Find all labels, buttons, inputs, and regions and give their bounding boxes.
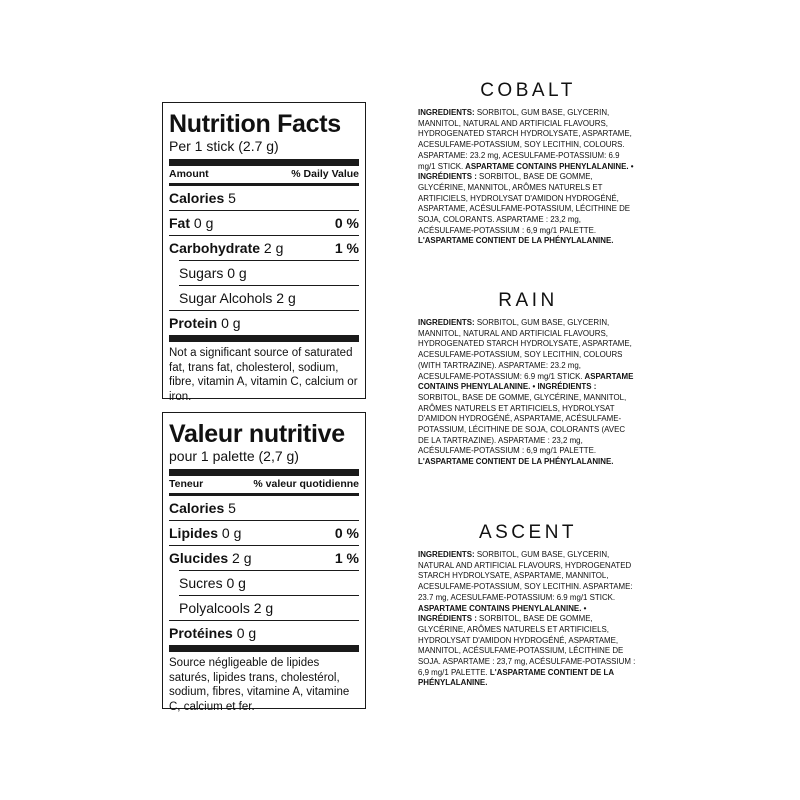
nutrition-facts-panel-en xyxy=(162,102,366,403)
nutrient-label: Sucres 0 g xyxy=(179,575,246,591)
phenylalanine-warning-fr: L'ASPARTAME CONTIENT DE LA PHÉNYLALANINE. xyxy=(418,666,614,688)
nutrient-row-calories xyxy=(169,186,359,210)
nutrient-label: Calories xyxy=(169,500,225,516)
ingredients-label: INGREDIENTS: xyxy=(418,549,475,559)
nutrient-row-protein xyxy=(169,310,359,335)
nutrient-value: 0 g xyxy=(221,315,241,331)
nutrient-label: Fat xyxy=(169,215,190,231)
phenylalanine-warning-en: ASPARTAME CONTAINS PHENYLALANINE. • INGRÉDIENTS : xyxy=(418,370,634,392)
flavor-name: RAIN xyxy=(498,290,558,311)
nutrient-row-fat xyxy=(169,210,359,235)
nutrient-value: 2 g xyxy=(263,240,284,256)
flavor-name: ASCENT xyxy=(478,522,578,543)
divider xyxy=(169,335,359,342)
nutrient-row-sugars xyxy=(179,260,359,285)
ingredients-label: INGREDIENTS: xyxy=(418,107,475,117)
nutrient-row-carbohydrate xyxy=(169,235,359,260)
nutrient-label: Polyalcools 2 g xyxy=(179,600,274,616)
nutrition-footnote: Not a significant source of saturated fat, trans fat, cholesterol, sodium, fibre, vitamin A, vitamin C, calcium or iron. xyxy=(169,347,358,403)
nutrient-label: Glucides xyxy=(169,550,229,566)
ingredients-list-fr: SORBITOL, BASE DE GOMME, GLYCÉRINE, ARÔMES NATURELS ET ARTIFICIELS, HYDROLYSAT D'AMIDON HYDROGÉNÉ, ASPARTAME, MANNITOL, ACÉSULFAME-POTASSIUM, LÉCITHINE DE SOJA. ASPARTAME : 23,7 mg, ACÉSULFAME-POTASSIUM : 6,9 mg/1 PALETTE. xyxy=(418,613,636,677)
daily-value-header: % valeur quotidienne xyxy=(253,478,359,490)
nutrient-percent: 0 % xyxy=(334,525,359,541)
serving-size: Per 1 stick (2.7 g) xyxy=(169,138,279,154)
ingredients-list-fr: SORBITOL, BASE DE GOMME, GLYCÉRINE, MANNITOL, ARÔMES NATURELS ET ARTIFICIELS, HYDROLYSAT D'AMIDON HYDROGÉNÉ, ASPARTAME, ACÉSULFAME-POTASSIUM, LÉCITHINE DE SOJA, COLORANTS (AVEC DE LA TARTRAZINE). ASPARTAME : 23,2 mg, ACÉSULFAME-POTASSIUM : 6,9 mg/1 PALETTE. xyxy=(418,391,627,456)
nutrient-row-protein xyxy=(169,620,359,645)
nutrient-row-sugar-alcohols xyxy=(179,595,359,620)
nutrient-label: Sugar Alcohols 2 g xyxy=(179,290,296,306)
amount-header: Teneur xyxy=(169,478,204,490)
flavor-name: COBALT xyxy=(480,80,576,101)
flavor-block-ascent xyxy=(418,522,638,688)
phenylalanine-warning-fr: L'ASPARTAME CONTIENT DE LA PHÉNYLALANINE. xyxy=(418,235,614,246)
nutrient-value: 5 xyxy=(228,190,236,206)
nutrition-title: Valeur nutritive xyxy=(169,420,345,448)
nutrient-value: 2 g xyxy=(232,550,252,566)
ingredients-text xyxy=(418,107,637,246)
nutrient-label: Protein xyxy=(169,315,218,331)
nutrient-row-sugars xyxy=(179,570,359,595)
divider xyxy=(169,469,359,476)
nutrient-label: Calories xyxy=(169,190,225,206)
nutrition-title: Nutrition Facts xyxy=(169,110,341,138)
ingredients-list: SORBITOL, GUM BASE, GLYCERIN, MANNITOL, NATURAL AND ARTIFICIAL FLAVOURS, HYDROGENATED STARCH HYDROLYSATE, ASPARTAME, ACESULFAME-POTASSIUM, SOY LECITHIN, COLOURS. ASPARTAME: 23.2 mg, ACESULFAME-POTASSIUM: 6.9 mg/1 STICK. xyxy=(418,107,632,171)
nutrient-row-sugar-alcohols xyxy=(179,285,359,310)
flavor-block-cobalt xyxy=(418,80,638,246)
ingredients-text xyxy=(418,317,637,467)
ingredients-list-fr: SORBITOL, BASE DE GOMME, GLYCÉRINE, MANNITOL, ARÔMES NATURELS ET ARTIFICIELS, HYDROLYSAT D'AMIDON HYDROGÉNÉ, ASPARTAME, ACÉSULFAME-POTASSIUM, LÉCITHINE DE SOJA, COLORANTS. ASPARTAME : 23,2 mg, ACÉSULFAME-POTASSIUM : 6,9 mg/1 PALETTE. xyxy=(418,171,631,235)
phenylalanine-warning-fr: L'ASPARTAME CONTIENT DE LA PHÉNYLALANINE. xyxy=(418,456,614,467)
nutrient-value: 0 g xyxy=(221,525,242,541)
nutrient-row-fat xyxy=(169,520,359,545)
nutrient-value: 5 xyxy=(228,500,236,516)
column-header xyxy=(169,166,359,183)
phenylalanine-warning-en: ASPARTAME CONTAINS PHENYLALANINE. • INGRÉDIENTS : xyxy=(418,602,587,624)
nutrient-label: Sugars 0 g xyxy=(179,265,247,281)
nutrient-percent: 0 % xyxy=(334,215,359,231)
nutrient-row-calories xyxy=(169,496,359,520)
daily-value-header: % Daily Value xyxy=(291,168,359,180)
nutrient-label: Lipides xyxy=(169,525,219,541)
ingredients-list: SORBITOL, GUM BASE, GLYCERIN, NATURAL AND ARTIFICIAL FLAVOURS, HYDROGENATED STARCH HYDROLYSATE, ASPARTAME, MANNITOL, ACESULFAME-POTASSIUM, SOY LECITHIN. ASPARTAME: 23.7 mg, ACESULFAME-POTASSIUM: 6.9 mg/1 STICK. xyxy=(418,549,633,602)
divider xyxy=(169,645,359,652)
serving-size: pour 1 palette (2,7 g) xyxy=(169,448,299,464)
ingredients-label: INGREDIENTS: xyxy=(418,317,475,327)
nutrient-row-carbohydrate xyxy=(169,545,359,570)
amount-header: Amount xyxy=(169,168,209,180)
ingredients-text xyxy=(418,549,637,688)
flavor-block-rain xyxy=(418,290,638,467)
phenylalanine-warning-en: ASPARTAME CONTAINS PHENYLALANINE. • INGRÉDIENTS : xyxy=(418,160,634,182)
nutrient-label: Protéines xyxy=(169,625,233,641)
nutrient-percent: 1 % xyxy=(334,240,359,256)
nutrient-value: 0 g xyxy=(193,215,214,231)
divider xyxy=(169,159,359,166)
nutrition-facts-panel-fr xyxy=(162,412,366,713)
nutrient-value: 0 g xyxy=(236,625,257,641)
nutrient-percent: 1 % xyxy=(334,550,359,566)
ingredients-list: SORBITOL, GUM BASE, GLYCERIN, MANNITOL, NATURAL AND ARTIFICIAL FLAVOURS, HYDROGENATED STARCH HYDROLYSATE, ASPARTAME, ACESULFAME-POTASSIUM, SOY LECITHIN, COLOURS (WITH TARTRAZINE). ASPARTAME: 23.2 mg, ACESULFAME-POTASSIUM: 6.9 mg/1 STICK. xyxy=(418,317,632,381)
column-header xyxy=(169,476,359,493)
nutrient-label: Carbohydrate xyxy=(169,240,261,256)
nutrition-footnote: Source négligeable de lipides saturés, lipides trans, cholestérol, sodium, fibres, vitamine A, vitamine C, calcium et fer. xyxy=(169,657,350,713)
